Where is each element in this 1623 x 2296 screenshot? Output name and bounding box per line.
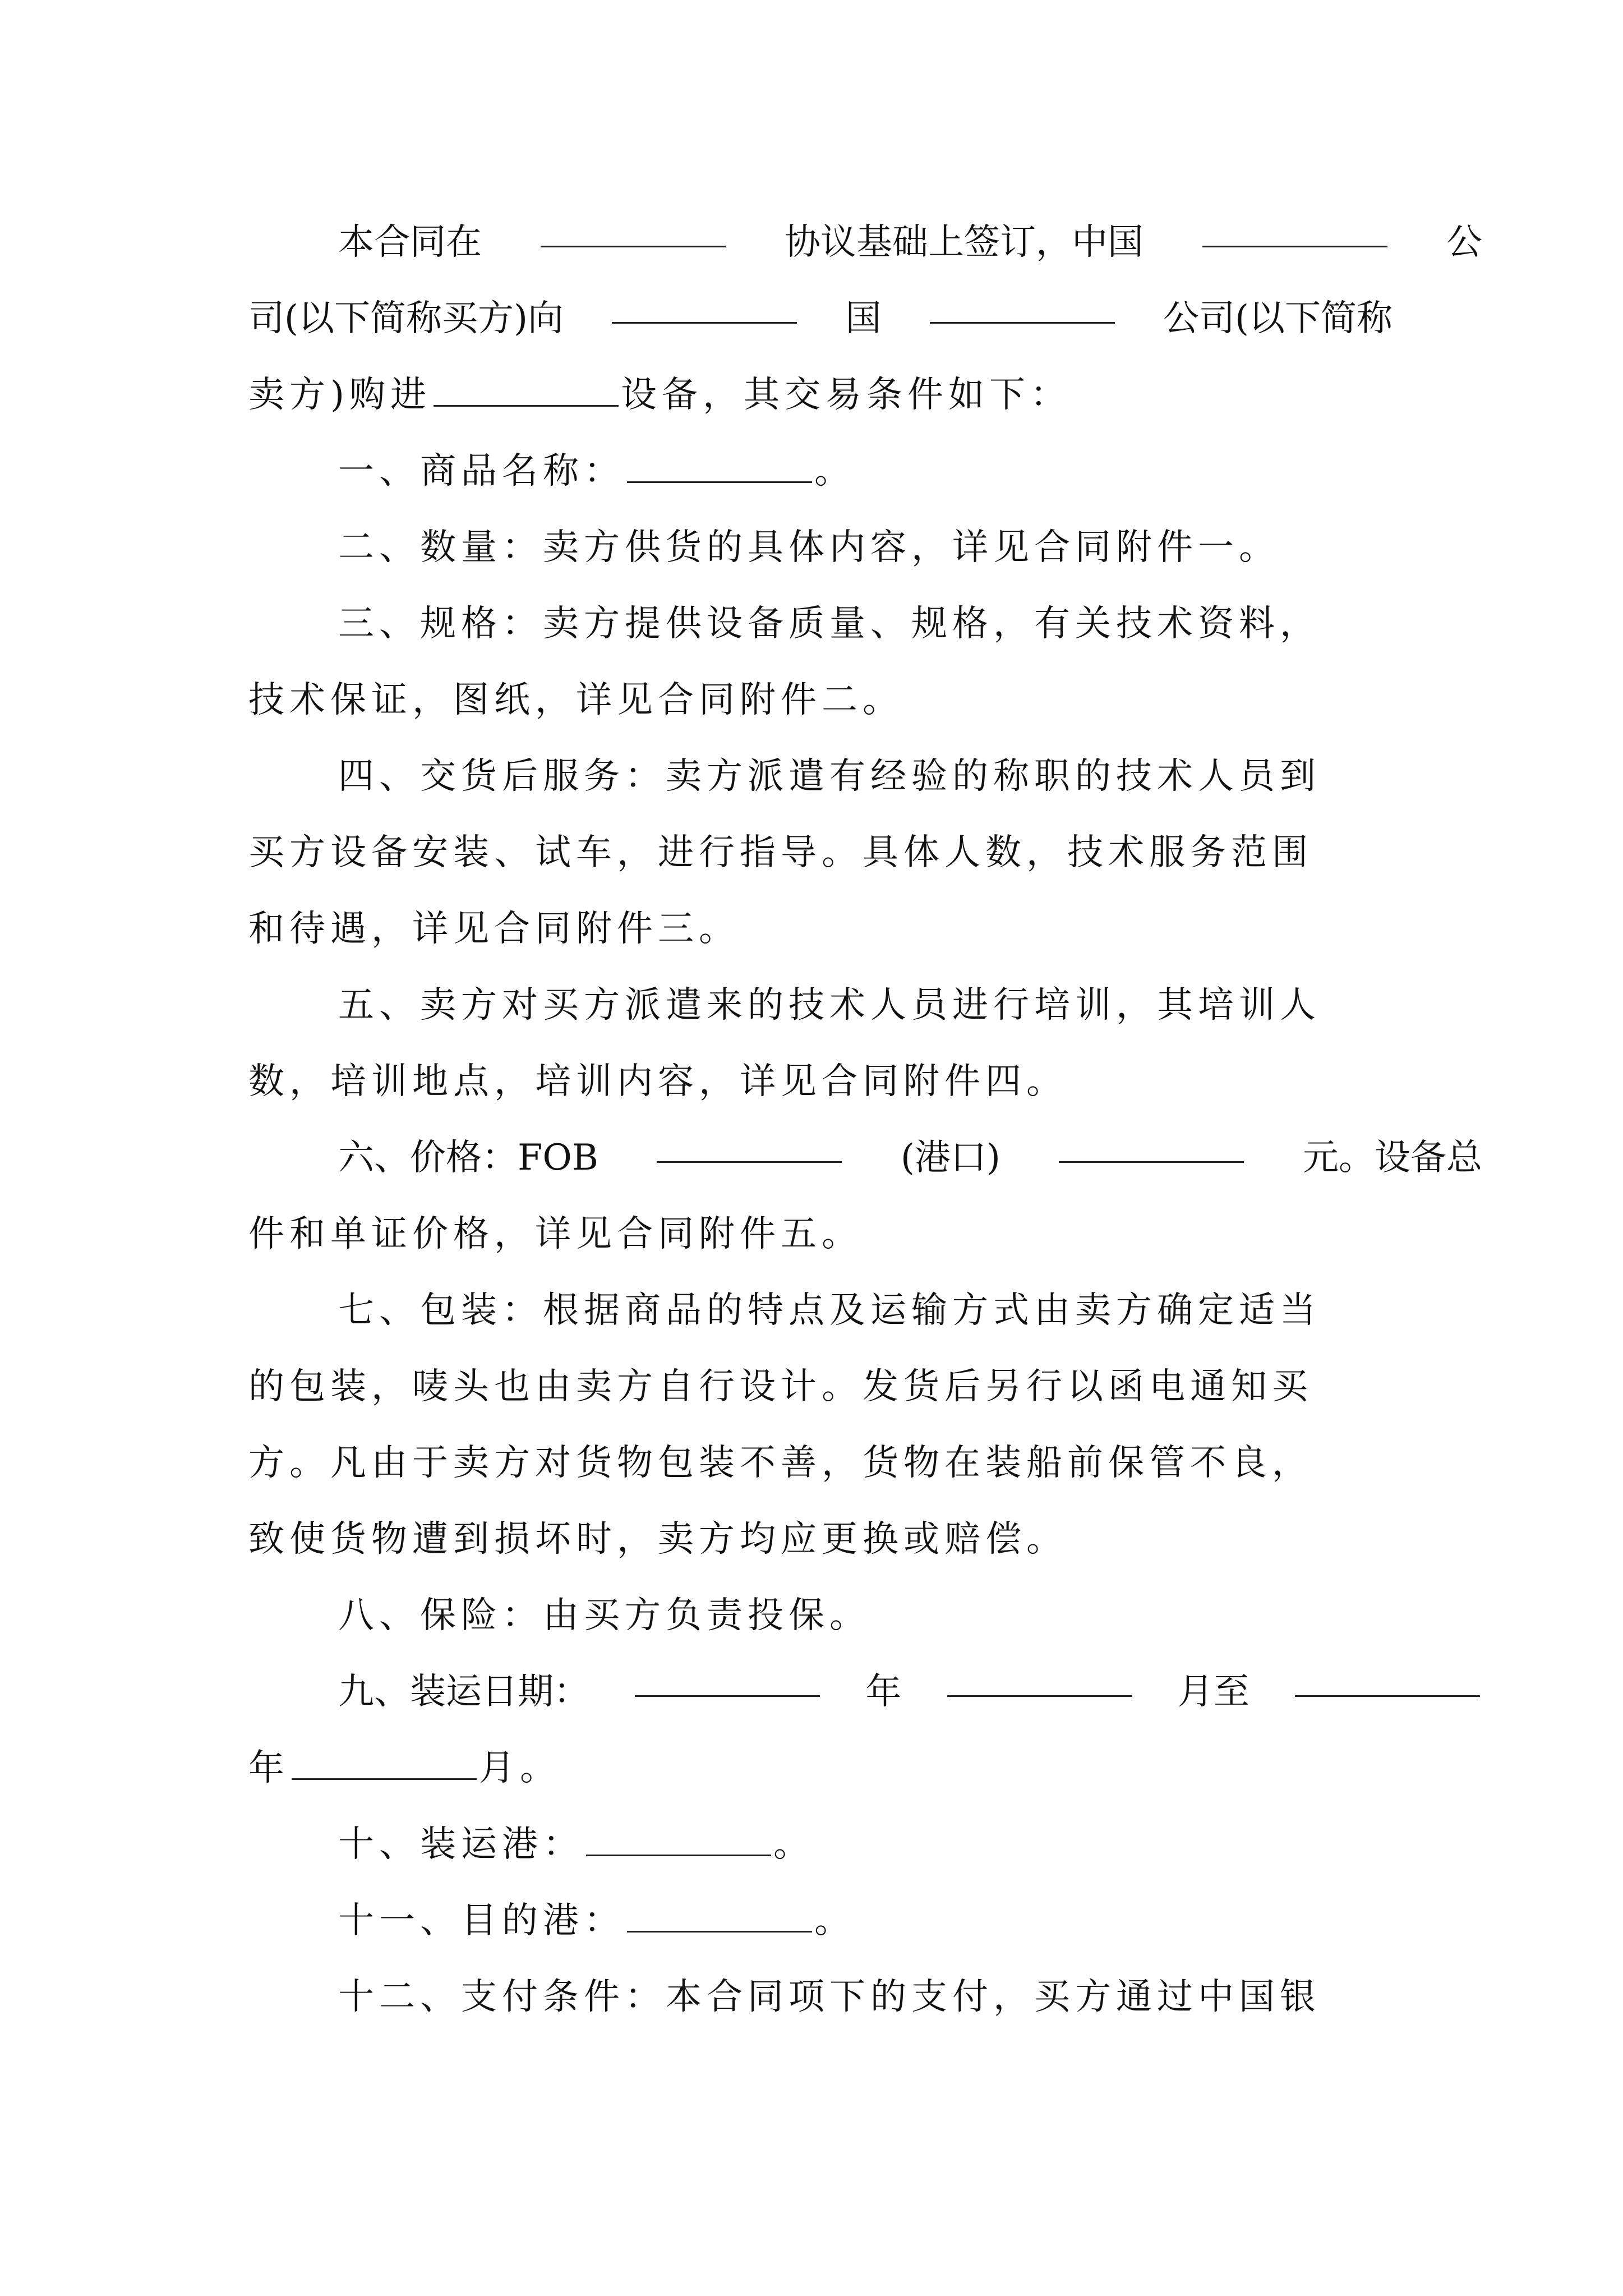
- paragraph-line-3: [248, 361, 1393, 429]
- fill-in-blank: [1295, 1658, 1480, 1697]
- fill-in-blank: [541, 209, 726, 247]
- line-text: 公: [1446, 222, 1482, 263]
- line-text: 四、交货后服务：卖方派遣有经验的称职的技术人员到: [338, 756, 1321, 797]
- line-text: 致使货物遭到损坏时，卖方均应更换或赔偿。: [248, 1519, 1067, 1560]
- fill-in-blank: [434, 368, 619, 407]
- line-text: 本合同在: [338, 222, 482, 263]
- line-text: 协议基础上签订，中国: [785, 222, 1144, 263]
- line-text: 二、数量：卖方供货的具体内容，详见合同附件一。: [338, 527, 1280, 568]
- paragraph-line-6: [248, 590, 1482, 657]
- fill-in-blank: [1202, 209, 1387, 247]
- paragraph-line-19: [248, 1582, 1482, 1649]
- paragraph-line-7: [248, 666, 1393, 734]
- line-text: 技术保证，图纸，详见合同附件二。: [248, 679, 903, 721]
- line-text: 十一、目的港：: [338, 1900, 625, 1941]
- line-text: 五、卖方对买方派遣来的技术人员进行培训，其培训人: [338, 984, 1321, 1026]
- paragraph-line-24: [248, 1963, 1482, 2031]
- line-text: 国: [845, 298, 882, 339]
- paragraph-line-10: [248, 895, 1393, 963]
- line-text: 八、保险：由买方负责投保。: [338, 1595, 870, 1636]
- line-text: 。: [814, 1900, 855, 1941]
- line-text: 十、装运港：: [338, 1824, 584, 1865]
- paragraph-line-12: [248, 1048, 1393, 1115]
- paragraph-line-1: [248, 209, 1482, 276]
- line-text: 数，培训地点，培训内容，详见合同附件四。: [248, 1061, 1067, 1102]
- line-text: 九、装运日期：: [338, 1671, 589, 1713]
- line-text: (港口): [900, 1137, 1000, 1179]
- paragraph-line-14: [248, 1200, 1393, 1268]
- line-text: 方。凡由于卖方对货物包装不善，货物在装船前保管不良，: [248, 1442, 1313, 1484]
- line-text: 的包装，唛头也由卖方自行设计。发货后另行以函电通知买: [248, 1366, 1313, 1407]
- line-text: 和待遇，详见合同附件三。: [248, 908, 740, 950]
- paragraph-line-22: [248, 1811, 1482, 1878]
- fill-in-blank: [657, 1124, 842, 1163]
- paragraph-line-5: [248, 514, 1482, 581]
- line-text: 七、包装：根据商品的特点及运输方式由卖方确定适当: [338, 1290, 1321, 1331]
- line-text: 六、价格：FOB: [338, 1137, 598, 1179]
- paragraph-line-23: [248, 1887, 1482, 1954]
- line-text: 司(以下简称买方)向: [248, 298, 564, 339]
- line-text: 。: [814, 450, 855, 492]
- line-text: 设备，其交易条件如下：: [620, 374, 1071, 416]
- fill-in-blank: [586, 1818, 771, 1856]
- line-text: 月。: [479, 1747, 561, 1789]
- line-text: 卖方)购进: [248, 374, 431, 416]
- line-text: 。: [773, 1824, 814, 1865]
- line-text: 月至: [1177, 1671, 1249, 1713]
- paragraph-line-8: [248, 743, 1482, 810]
- fill-in-blank: [612, 285, 797, 324]
- line-text: 买方设备安装、试车，进行指导。具体人数，技术服务范围: [248, 832, 1313, 873]
- line-text: 年: [865, 1671, 902, 1713]
- line-text: 十二、支付条件：本合同项下的支付，买方通过中国银: [338, 1976, 1321, 2018]
- paragraph-line-4: [248, 438, 1482, 505]
- line-text: 年: [248, 1747, 289, 1789]
- paragraph-line-2: [248, 285, 1393, 352]
- line-text: 三、规格：卖方提供设备质量、规格，有关技术资料，: [338, 603, 1321, 645]
- line-text: 元。设备总: [1302, 1137, 1482, 1179]
- paragraph-line-11: [248, 972, 1482, 1039]
- fill-in-blank: [635, 1658, 820, 1697]
- paragraph-line-17: [248, 1429, 1393, 1497]
- line-text: 件和单证价格，详见合同附件五。: [248, 1213, 863, 1255]
- line-text: 公司(以下简称: [1163, 298, 1393, 339]
- paragraph-line-21: [248, 1734, 1393, 1802]
- fill-in-blank: [627, 1894, 812, 1932]
- paragraph-line-15: [248, 1277, 1482, 1344]
- paragraph-line-9: [248, 819, 1393, 886]
- fill-in-blank: [930, 285, 1115, 324]
- paragraph-line-20: [248, 1658, 1482, 1726]
- fill-in-blank: [1059, 1124, 1244, 1163]
- fill-in-blank: [627, 444, 812, 483]
- paragraph-line-16: [248, 1353, 1393, 1420]
- fill-in-blank: [947, 1658, 1132, 1697]
- line-text: 一、商品名称：: [338, 450, 625, 492]
- fill-in-blank: [292, 1741, 477, 1780]
- paragraph-line-13: [248, 1124, 1482, 1191]
- paragraph-line-18: [248, 1506, 1393, 1573]
